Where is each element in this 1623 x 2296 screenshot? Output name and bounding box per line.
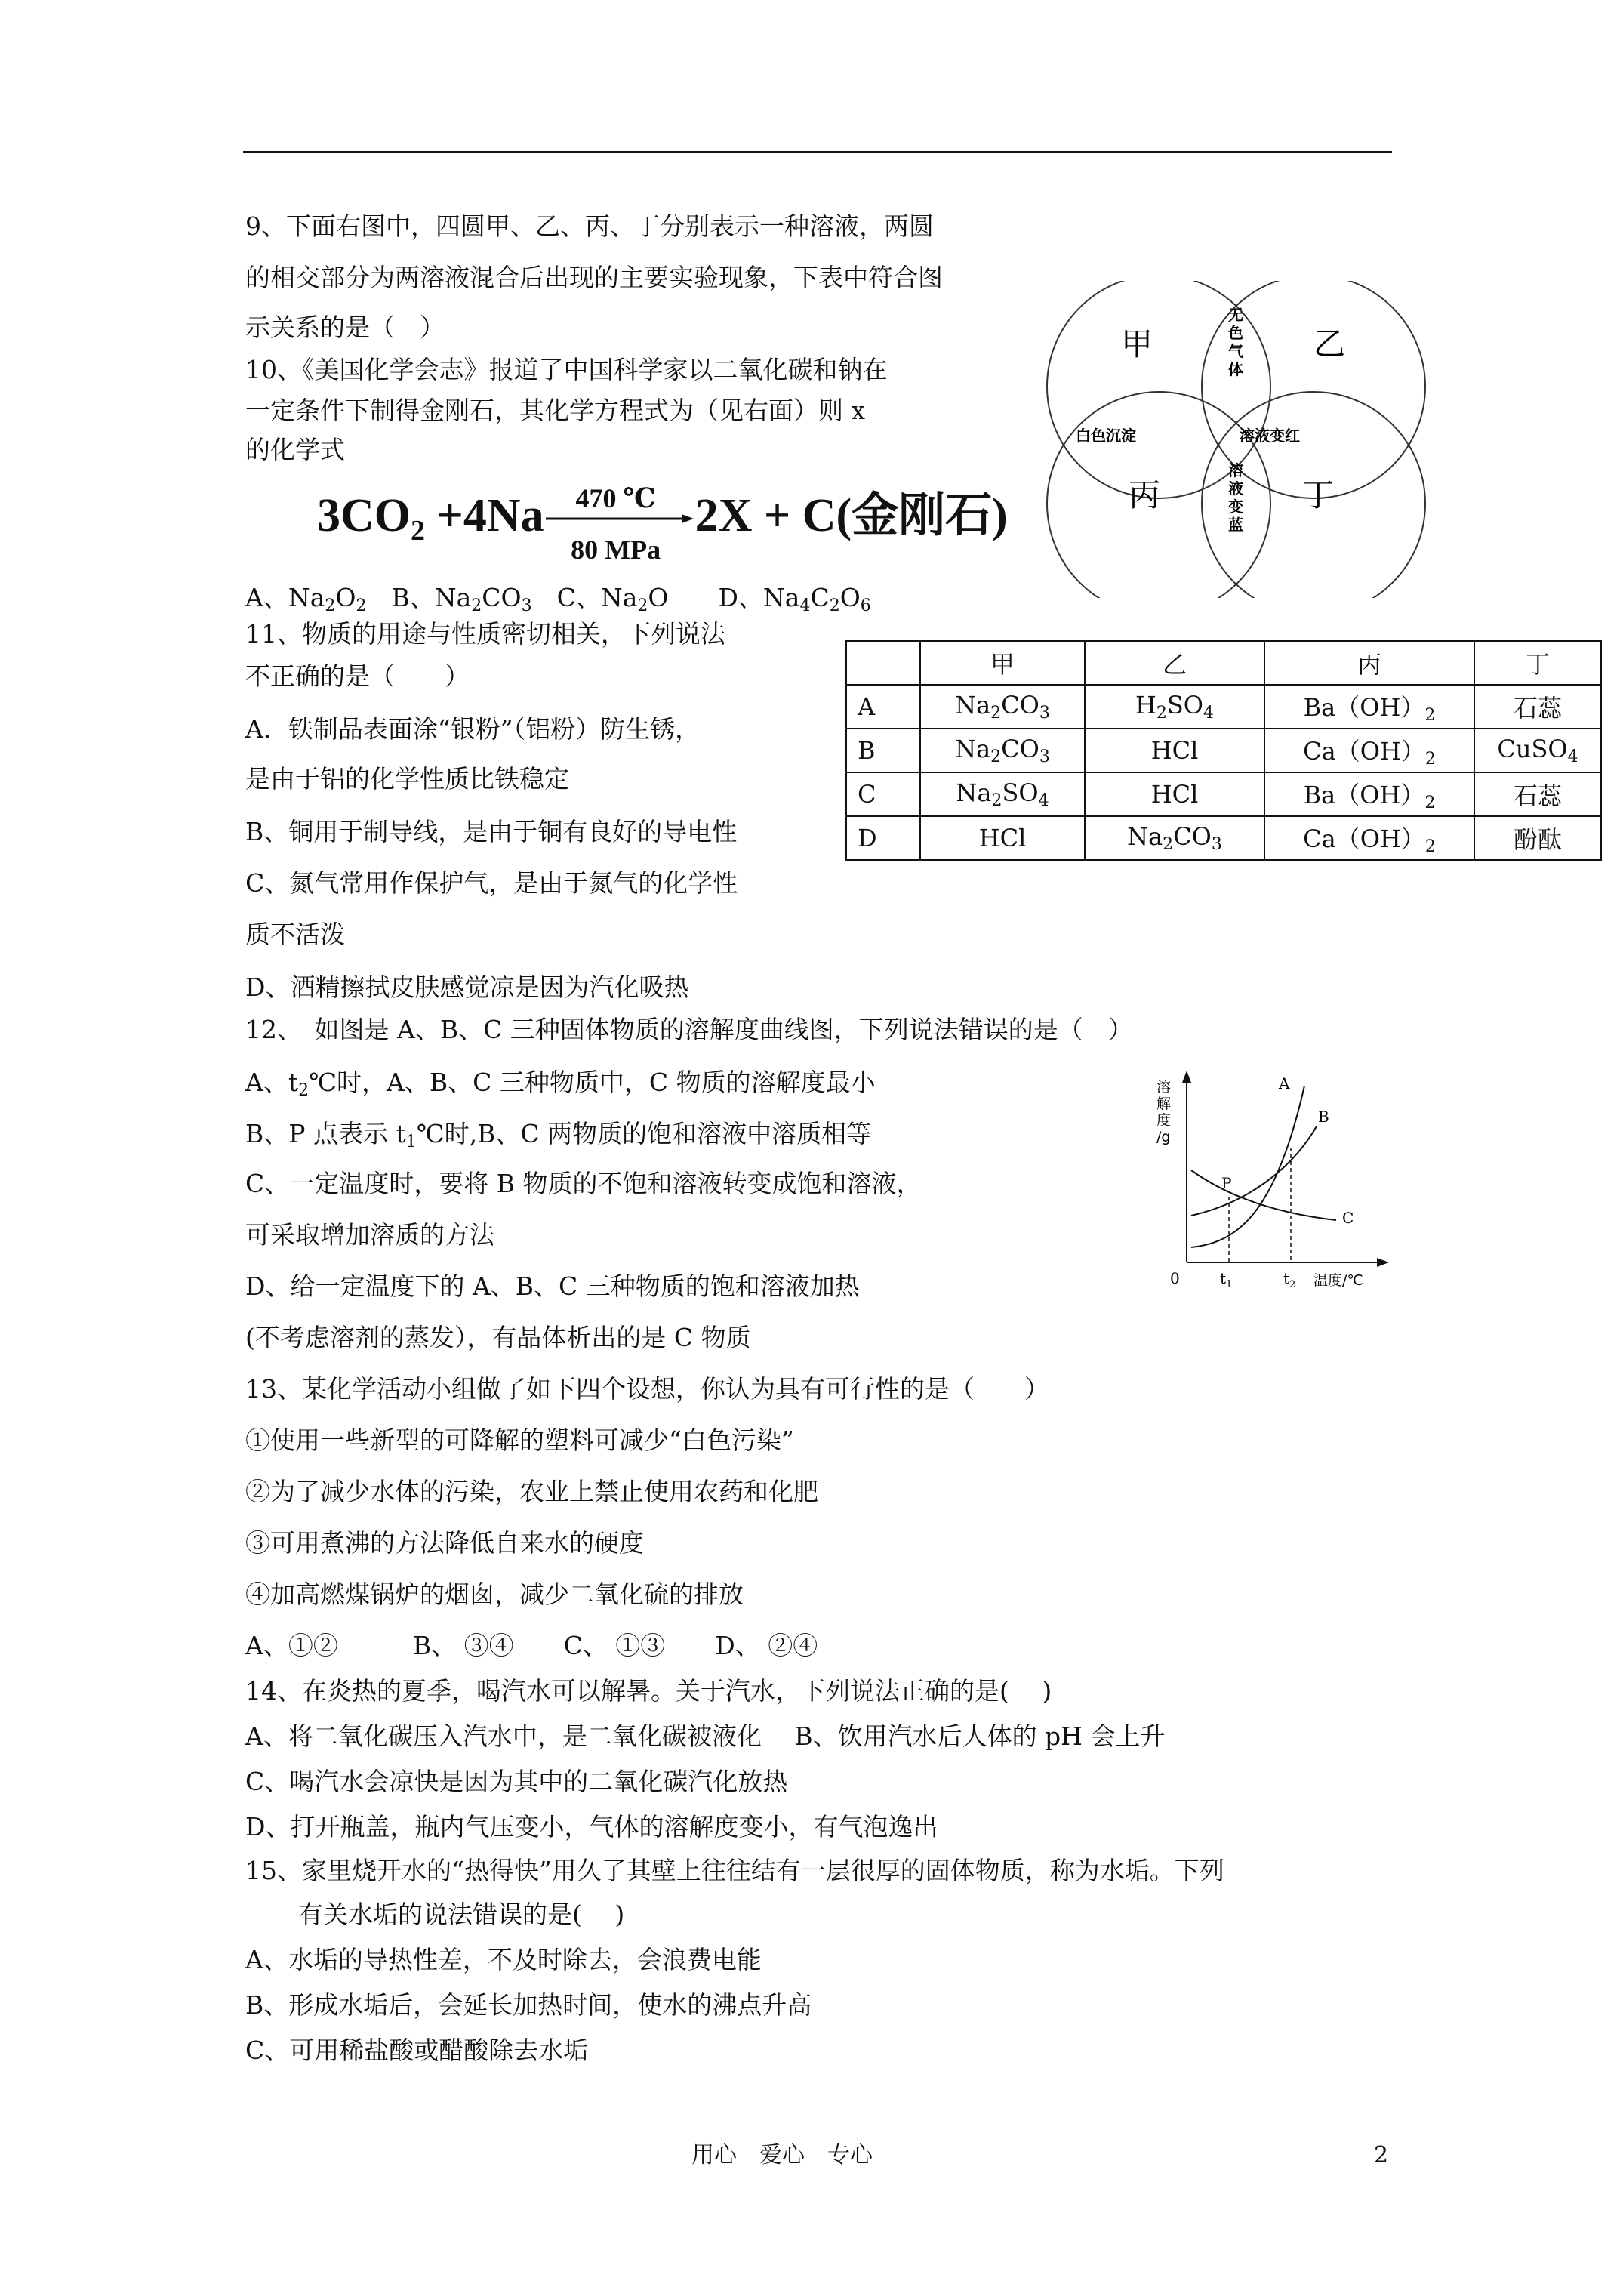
table-row	[846, 729, 1601, 772]
q11-option-a-1: A．铁制品表面涂“银粉”（铝粉）防生锈，	[245, 714, 701, 744]
cell-yi: HCl	[1085, 729, 1264, 772]
curve-c-label: C	[1342, 1209, 1354, 1227]
header-rule	[243, 151, 1392, 153]
table-header-cell: 甲	[920, 641, 1085, 685]
cell-yi: $H_2SO_4$	[1085, 685, 1264, 729]
q11-option-d: D、酒精擦拭皮肤感觉凉是因为汽化吸热	[245, 972, 689, 1002]
q13-item-1: ①使用一些新型的可降解的塑料可减少“白色污染”	[245, 1425, 794, 1455]
cell-jia: HCl	[920, 816, 1085, 860]
y-label-char-4: /g	[1156, 1129, 1171, 1145]
t2-label: $t_2$	[1283, 1269, 1296, 1290]
label-ding: 丁	[1302, 476, 1335, 513]
q12-option-a: A、$t_2℃$时，A、B、C 三种物质中，C 物质的溶解度最小	[245, 1068, 876, 1100]
eq-condition-temperature: 470 ℃	[575, 483, 656, 513]
origin-label: 0	[1170, 1269, 1180, 1287]
overlap-jia-yi-char-4: 体	[1228, 360, 1243, 378]
q13-options: A、①② B、 ③④ C、 ①③ D、 ②④	[245, 1631, 818, 1660]
cell-bing: $Ca(OH)_2$	[1264, 816, 1474, 860]
cell-yi: $Na_2CO_3$	[1085, 816, 1264, 860]
y-axis-arrow-icon	[1182, 1071, 1191, 1083]
chemical-equation	[317, 483, 1008, 565]
overlap-bing-ding-char-2: 液	[1228, 479, 1243, 498]
q12-option-b: B、P 点表示 $t_1℃$时,B、C 两物质的饱和溶液中溶质相等	[245, 1119, 872, 1151]
q12-option-d-2: (不考虑溶剂的蒸发），有晶体析出的是 C 物质	[245, 1323, 751, 1352]
four-circle-diagram	[1042, 281, 1434, 598]
cell-ding: 石蕊	[1474, 772, 1601, 816]
overlap-jia-yi-char-2: 色	[1228, 324, 1243, 342]
overlap-bing-ding-char-3: 变	[1228, 498, 1243, 516]
y-label-char-2: 解	[1156, 1096, 1172, 1112]
q15-option-b: B、形成水垢后，会延长加热时间，使水的沸点升高	[245, 1990, 812, 2020]
table-header-cell	[846, 641, 920, 685]
q14-option-c: C、喝汽水会凉快是因为其中的二氧化碳汽化放热	[245, 1767, 788, 1796]
curve-a	[1191, 1086, 1304, 1247]
eq-condition-pressure: 80 MPa	[571, 535, 661, 565]
overlap-bing-ding-char-1: 溶	[1228, 461, 1243, 479]
q11-option-b: B、铜用于制导线，是由于铜有良好的导电性	[245, 817, 738, 846]
overlap-jia-yi-char-1: 无	[1228, 306, 1243, 324]
x-axis-arrow-icon	[1377, 1258, 1389, 1267]
row-label: A	[846, 685, 920, 729]
q11-option-c-2: 质不活泼	[245, 920, 345, 949]
overlap-jia-bing: 白色沉淀	[1076, 427, 1136, 445]
cell-yi: HCl	[1085, 772, 1264, 816]
x-axis-label: 温度/℃	[1313, 1272, 1363, 1289]
q10-line-1: 10、《美国化学会志》报道了中国科学家以二氧化碳和钠在	[245, 355, 888, 384]
eq-co2-subscript: 2	[411, 515, 425, 547]
q10-line-2: 一定条件下制得金刚石，其化学方程式为（见右面）则 x	[245, 396, 866, 425]
q10-options: A、$Na_2O_2$ B、$Na_2CO_3$ C、$Na_2O$ D、$Na_4C_2O_6$	[245, 583, 871, 615]
t1-label: $t_1$	[1220, 1269, 1233, 1290]
cell-bing: $Ba(OH)_2$	[1264, 772, 1474, 816]
q12-line-1: 12、 如图是 A、B、C 三种固体物质的溶解度曲线图，下列说法错误的是（ ）	[245, 1015, 1133, 1044]
overlap-bing-ding-char-4: 蓝	[1228, 516, 1243, 534]
q12-option-c-1: C、一定温度时，要将 B 物质的不饱和溶液转变成饱和溶液，	[245, 1169, 922, 1198]
table-header-cell: 乙	[1085, 641, 1264, 685]
table-row	[846, 816, 1601, 860]
y-label-char-3: 度	[1156, 1112, 1172, 1129]
q14-options-ab: A、将二氧化碳压入汽水中，是二氧化碳被液化 B、饮用汽水后人体的 pH 会上升	[245, 1721, 1166, 1751]
cell-bing: $Ba(OH)_2$	[1264, 685, 1474, 729]
table-header-cell: 丙	[1264, 641, 1474, 685]
reagent-table	[845, 640, 1602, 861]
cell-jia: $Na_2SO_4$	[920, 772, 1085, 816]
q14-option-d: D、打开瓶盖，瓶内气压变小，气体的溶解度变小，有气泡逸出	[245, 1812, 938, 1841]
cell-jia: $Na_2CO_3$	[920, 685, 1085, 729]
q13-line-1: 13、某化学活动小组做了如下四个设想，你认为具有可行性的是（ ）	[245, 1374, 1049, 1404]
table-row	[846, 772, 1601, 816]
table-header-row	[846, 641, 1601, 685]
q15-option-a: A、水垢的导热性差，不及时除去，会浪费电能	[245, 1945, 762, 1974]
q9-line-3: 示关系的是（ ）	[245, 313, 445, 342]
cell-ding: 石蕊	[1474, 685, 1601, 729]
q15-line-1: 15、家里烧开水的“热得快”用久了其壁上往往结有一层很厚的固体物质，称为水垢。下列	[245, 1856, 1224, 1885]
q12-option-c-2: 可采取增加溶质的方法	[245, 1220, 494, 1250]
solubility-curve-graph	[1155, 1065, 1397, 1291]
q13-item-2: ②为了减少水体的污染，农业上禁止使用农药和化肥	[245, 1477, 818, 1506]
eq-reaction-arrow	[544, 483, 695, 565]
row-label: C	[846, 772, 920, 816]
row-label: D	[846, 816, 920, 860]
q11-line-1: 11、物质的用途与性质密切相关，下列说法	[245, 619, 725, 649]
cell-bing: $Ca(OH)_2$	[1264, 729, 1474, 772]
label-yi: 乙	[1313, 325, 1346, 362]
curve-b-label: B	[1318, 1108, 1329, 1126]
point-p-label: P	[1221, 1174, 1232, 1192]
q11-line-2: 不正确的是（ ）	[245, 661, 470, 691]
cell-jia: $Na_2CO_3$	[920, 729, 1085, 772]
label-bing: 丙	[1129, 476, 1161, 513]
q9-line-1: 9、下面右图中，四圆甲、乙、丙、丁分别表示一种溶液，两圆	[245, 211, 934, 241]
q9-line-2: 的相交部分为两溶液混合后出现的主要实验现象，下表中符合图	[245, 263, 943, 292]
q14-line-1: 14、在炎热的夏季，喝汽水可以解暑。关于汽水，下列说法正确的是( )	[245, 1676, 1052, 1706]
row-label: B	[846, 729, 920, 772]
overlap-jia-yi-char-3: 气	[1228, 342, 1243, 360]
eq-products: 2X + C(金刚石)	[694, 490, 1008, 541]
curve-a-label: A	[1279, 1074, 1290, 1093]
label-jia: 甲	[1121, 325, 1153, 362]
q13-item-4: ④加高燃煤锅炉的烟囱，减少二氧化硫的排放	[245, 1579, 744, 1609]
q15-line-2: 有关水垢的说法错误的是( )	[298, 1900, 625, 1929]
q15-option-c: C、可用稀盐酸或醋酸除去水垢	[245, 2036, 589, 2065]
table-header-cell: 丁	[1474, 641, 1601, 685]
eq-arrow-icon	[544, 513, 695, 524]
q13-item-3: ③可用煮沸的方法降低自来水的硬度	[245, 1528, 644, 1558]
q11-option-c-1: C、氮气常用作保护气，是由于氮气的化学性	[245, 868, 738, 898]
overlap-yi-ding: 溶液变红	[1240, 427, 1300, 445]
cell-ding: CuSO$_4$	[1474, 729, 1601, 772]
table-row	[846, 685, 1601, 729]
cell-ding: 酚酞	[1474, 816, 1601, 860]
curve-c	[1191, 1170, 1336, 1220]
eq-reactant-na: +4Na	[425, 490, 544, 541]
q12-option-d-1: D、给一定温度下的 A、B、C 三种物质的饱和溶液加热	[245, 1271, 860, 1301]
y-label-char-1: 溶	[1156, 1079, 1172, 1096]
footer-slogan: 用心 爱心 专心	[691, 2142, 873, 2168]
q10-line-3: 的化学式	[245, 435, 345, 464]
eq-reactant-co2: 3CO	[317, 490, 411, 541]
q11-option-a-2: 是由于铝的化学性质比铁稳定	[245, 764, 569, 794]
page-number: 2	[1374, 2142, 1389, 2168]
